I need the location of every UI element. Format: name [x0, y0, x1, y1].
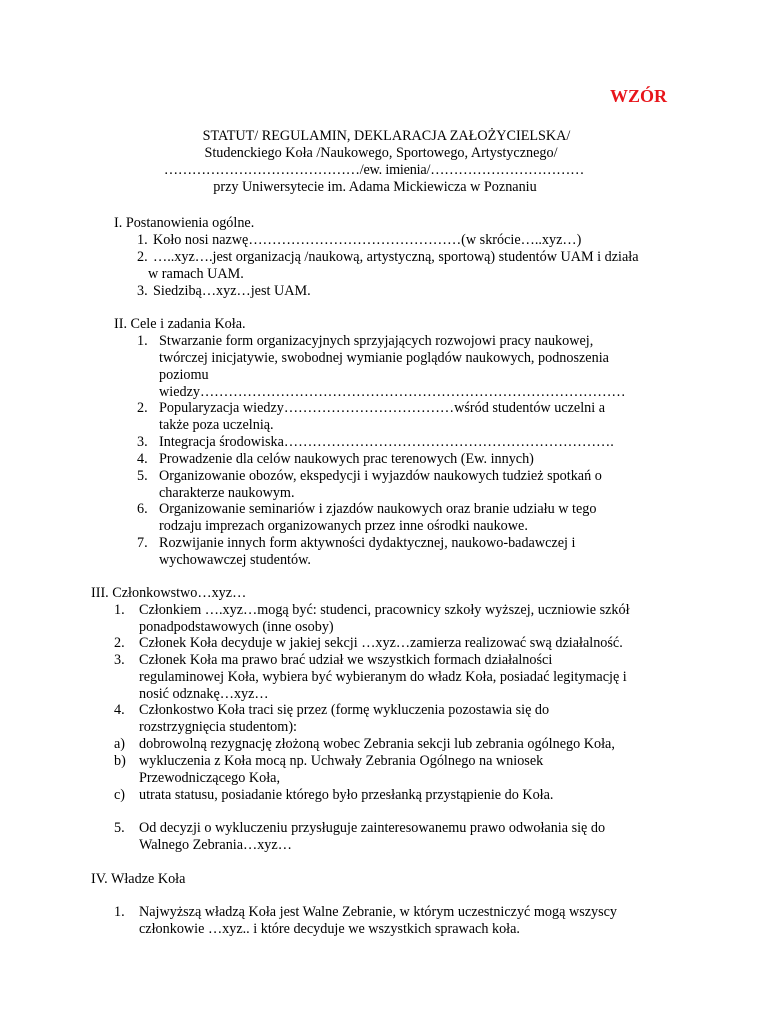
- item-line: Koło nosi nazwę………………………………………(w skrócie…..xyz…): [153, 232, 582, 248]
- item-line: Prowadzenie dla celów naukowych prac terenowych (Ew. innych): [159, 451, 534, 467]
- document-subtitle: Studenckiego Koła /Naukowego, Sportowego, Artystycznego/: [204, 145, 558, 161]
- item-number: 1.: [114, 904, 125, 920]
- item-number: 3.: [137, 434, 148, 450]
- item-line: Przewodniczącego Koła,: [139, 770, 281, 786]
- item-line: Siedzibą…xyz…jest UAM.: [153, 283, 311, 299]
- item-number: 7.: [137, 535, 148, 551]
- document-title: STATUT/ REGULAMIN, DEKLARACJA ZAŁOŻYCIELSKA/: [202, 128, 571, 144]
- item-number: c): [114, 787, 126, 803]
- list-item: [137, 283, 311, 300]
- section-1-title: I. Postanowienia ogólne.: [114, 215, 255, 231]
- item-number: 4.: [114, 702, 125, 718]
- list-item: [114, 736, 615, 753]
- list-item: [137, 501, 596, 535]
- item-number: b): [114, 753, 126, 769]
- university-line: przy Uniwersytecie im. Adama Mickiewicza w Poznaniu: [213, 179, 537, 195]
- list-item: [137, 451, 534, 468]
- list-item: [137, 434, 614, 451]
- list-item: [114, 753, 543, 787]
- item-number: 5.: [137, 468, 148, 484]
- item-number: a): [114, 736, 126, 752]
- item-number: 3.: [114, 652, 125, 668]
- list-item: [114, 820, 605, 854]
- item-line: wykluczenia z Koła mocą np. Uchwały Zebrania Ogólnego na wniosek: [139, 753, 544, 769]
- item-line: także poza uczelnią.: [159, 417, 274, 433]
- list-item: [137, 249, 639, 283]
- item-line: rodzaju imprezach organizowanych przez inne ośrodki naukowe.: [159, 518, 528, 534]
- document-header: [0, 128, 768, 196]
- section-2-title: II. Cele i zadania Koła.: [114, 316, 246, 332]
- item-line: dobrowolną rezygnację złożoną wobec Zebrania sekcji lub zebrania ogólnego Koła,: [139, 736, 615, 752]
- item-line: Najwyższą władzą Koła jest Walne Zebranie, w którym uczestniczyć mogą wszyscy: [139, 904, 618, 920]
- list-item: [114, 635, 623, 652]
- list-item: [137, 232, 581, 249]
- item-line: Członkiem ….xyz…mogą być: studenci, pracownicy szkoły wyższej, uczniowie szkół: [139, 602, 630, 618]
- item-line: utrata statusu, posiadanie którego było przesłanką przystąpienie do Koła.: [139, 787, 554, 803]
- list-item: [137, 400, 605, 434]
- item-line: Stwarzanie form organizacyjnych sprzyjających rozwojowi pracy naukowej,: [159, 333, 594, 349]
- list-item: [114, 787, 553, 804]
- item-line: Organizowanie seminariów i zjazdów naukowych oraz branie udziału w tego: [159, 501, 597, 517]
- item-number: 1.: [137, 333, 148, 349]
- list-item: [137, 535, 575, 569]
- item-line: członkowie …xyz.. i które decyduje we wszystkich sprawach koła.: [139, 921, 520, 937]
- item-line: rozstrzygnięcia studentom):: [139, 719, 297, 735]
- item-line: Integracja środowiska…………………………………………………………….: [159, 434, 614, 450]
- section-3-title: III. Członkowstwo…xyz…: [91, 585, 247, 601]
- item-line: Członkostwo Koła traci się przez (formę wykluczenia pozostawia się do: [139, 702, 550, 718]
- item-line: Popularyzacja wiedzy………………………………wśród studentów uczelni a: [159, 400, 606, 416]
- item-number: 3.: [137, 283, 148, 299]
- list-item: [114, 702, 549, 736]
- item-number: 1.: [137, 232, 148, 248]
- item-line: Walnego Zebrania…xyz…: [139, 837, 292, 853]
- name-placeholder-line: ……………………………………/ew. imienia/……………………………: [163, 162, 585, 178]
- item-line: Członek Koła ma prawo brać udział we wszystkich formach działalności: [139, 652, 553, 668]
- list-item: [114, 904, 617, 938]
- item-line: poziomu: [159, 367, 209, 383]
- item-line: ponadpodstawowych (inne osoby): [139, 619, 334, 635]
- item-line: twórczej inicjatywie, swobodnej wymianie poglądów naukowych, podnoszenia: [159, 350, 609, 366]
- item-line: Rozwijanie innych form aktywności dydaktycznej, naukowo-badawczej i: [159, 535, 576, 551]
- item-number: 2.: [137, 400, 148, 416]
- item-number: 4.: [137, 451, 148, 467]
- template-stamp: WZÓR: [610, 86, 668, 106]
- item-line: Członek Koła decyduje w jakiej sekcji …xyz…zamierza realizować swą działalność.: [139, 635, 623, 651]
- list-item: [114, 602, 630, 636]
- item-line: nosić odznakę…xyz…: [139, 686, 269, 702]
- item-line: wiedzy………………………………………………………………………………: [159, 384, 626, 400]
- item-line: …..xyz….jest organizacją /naukową, artystyczną, sportową) studentów UAM i działa: [153, 249, 639, 265]
- item-line: wychowawczej studentów.: [159, 552, 311, 568]
- item-number: 2.: [137, 249, 148, 265]
- item-number: 5.: [114, 820, 125, 836]
- section-4-title: IV. Władze Koła: [91, 871, 186, 887]
- item-line: regulaminowej Koła, wybiera być wybieranym do władz Koła, posiadać legitymację i: [139, 669, 627, 685]
- item-number: 1.: [114, 602, 125, 618]
- list-item: [137, 468, 602, 502]
- item-line: Od decyzji o wykluczeniu przysługuje zainteresowanemu prawo odwołania się do: [139, 820, 606, 836]
- item-number: 6.: [137, 501, 148, 517]
- list-item: [114, 652, 627, 703]
- item-line: charakterze naukowym.: [159, 485, 295, 501]
- item-line: w ramach UAM.: [148, 266, 244, 282]
- list-item: [137, 333, 626, 401]
- item-line: Organizowanie obozów, ekspedycji i wyjazdów naukowych tudzież spotkań o: [159, 468, 602, 484]
- item-number: 2.: [114, 635, 125, 651]
